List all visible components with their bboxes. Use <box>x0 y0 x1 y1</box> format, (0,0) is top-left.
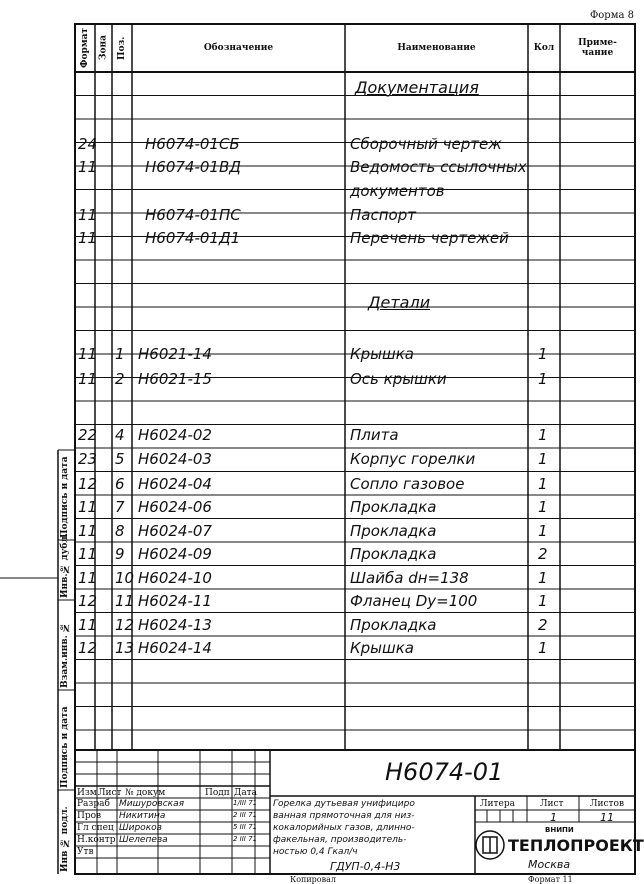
detail-row-format: 22 <box>78 426 98 444</box>
doc-row-designation: Н6074-01ВД <box>145 158 241 176</box>
doc-row-format: 11 <box>78 229 98 247</box>
side-label-sign-date-2: Подпись и дата <box>60 706 70 788</box>
detail-row-pos: 13 <box>115 639 135 657</box>
detail-row-designation: Н6024-02 <box>138 426 212 444</box>
detail-row-qty: 1 <box>538 345 548 363</box>
detail-row-designation: Н6024-06 <box>138 498 212 516</box>
detail-row-qty: 1 <box>538 522 548 540</box>
detail-row-name: Корпус горелки <box>350 450 476 468</box>
detail-row-name: Шайба dн=138 <box>350 569 469 587</box>
doc-row-name: документов <box>350 182 445 200</box>
col-zone-header: Зона <box>98 35 109 61</box>
detail-row-format: 12 <box>78 592 98 610</box>
sheets-value: 11 <box>600 811 614 824</box>
detail-row-pos: 9 <box>115 545 125 563</box>
doc-row-name: Перечень чертежей <box>350 229 509 247</box>
role-date: 2 III 71 <box>233 811 258 819</box>
detail-row-format: 23 <box>78 450 98 468</box>
role-date: 5 III 71 <box>233 823 258 831</box>
detail-row-qty: 2 <box>538 545 548 563</box>
detail-row-designation: Н6024-07 <box>138 522 212 540</box>
description-line: ванная прямоточная для низ- <box>273 811 415 821</box>
section-details: Детали <box>368 293 431 312</box>
col-designation-header: Обозначение <box>203 43 274 53</box>
col-note-header: Приме- чание <box>578 38 617 58</box>
sheet-label: Лист <box>540 799 564 809</box>
detail-row-pos: 11 <box>115 592 135 610</box>
detail-row-designation: Н6024-13 <box>138 616 212 634</box>
col-pos-header: Поз. <box>117 36 127 60</box>
sheets-label: Листов <box>590 799 625 809</box>
detail-row-designation: Н6021-14 <box>138 345 212 363</box>
doc-row-designation: Н6074-01Д1 <box>145 229 241 247</box>
detail-row-name: Прокладка <box>350 498 437 516</box>
col-doc: № докум <box>125 788 166 798</box>
detail-row-qty: 2 <box>538 616 548 634</box>
section-documentation: Документация <box>355 78 479 97</box>
role-label: Утв <box>77 847 94 857</box>
detail-row-pos: 2 <box>115 370 125 388</box>
detail-row-name: Плита <box>350 426 399 444</box>
role-name: Никитина <box>119 811 166 821</box>
doc-row-designation: Н6074-01ПС <box>145 206 241 224</box>
doc-row-format: 11 <box>78 206 98 224</box>
detail-row-designation: Н6024-10 <box>138 569 212 587</box>
org-name: ТЕПЛОПРОЕКТ <box>508 836 644 855</box>
sheet-value: 1 <box>550 811 557 824</box>
detail-row-qty: 1 <box>538 475 548 493</box>
detail-row-name: Прокладка <box>350 616 437 634</box>
city: Москва <box>528 858 571 871</box>
role-name: Мишуровская <box>119 799 185 809</box>
description-line: кокалорийных газов, длинно- <box>273 823 415 833</box>
detail-row-pos: 12 <box>115 616 135 634</box>
detail-row-format: 11 <box>78 545 98 563</box>
doc-row-designation: Н6074-01СБ <box>145 135 240 153</box>
document-number: Н6074-01 <box>385 758 504 786</box>
form-label: Форма 8 <box>589 10 634 21</box>
detail-row-qty: 1 <box>538 498 548 516</box>
col-list: Лист <box>98 788 122 798</box>
detail-row-designation: Н6024-03 <box>138 450 212 468</box>
detail-row-format: 11 <box>78 498 98 516</box>
detail-row-pos: 10 <box>115 569 135 587</box>
side-label-inv-dubl: Инв.№ дубл. <box>60 533 70 598</box>
detail-row-designation: Н6021-15 <box>138 370 212 388</box>
detail-row-name: Крышка <box>350 639 414 657</box>
role-name: Шелепева <box>119 835 168 845</box>
detail-row-format: 11 <box>78 569 98 587</box>
col-name-header: Наименование <box>397 43 476 53</box>
doc-row-name: Ведомость ссылочных <box>350 158 527 176</box>
detail-row-pos: 6 <box>115 475 125 493</box>
detail-row-name: Фланец Dу=100 <box>350 592 478 610</box>
detail-row-format: 12 <box>78 639 98 657</box>
role-label: Разраб <box>77 799 110 809</box>
copied-label: Копировал <box>290 875 336 884</box>
detail-row-format: 11 <box>78 370 98 388</box>
doc-row-format: 11 <box>78 158 98 176</box>
doc-row-name: Паспорт <box>350 206 416 224</box>
description-line: Горелка дутьевая унифициро <box>273 799 415 809</box>
format-footer: Формат 11 <box>528 875 573 884</box>
col-izm: Изм <box>77 788 97 798</box>
detail-row-name: Крышка <box>350 345 414 363</box>
role-label: Пров <box>77 811 102 821</box>
detail-row-name: Ось крышки <box>350 370 447 388</box>
detail-row-pos: 5 <box>115 450 125 468</box>
detail-row-qty: 1 <box>538 639 548 657</box>
doc-row-name: Сборочный чертеж <box>350 135 502 153</box>
detail-row-name: Прокладка <box>350 522 437 540</box>
litera-label: Литера <box>480 799 515 809</box>
side-label-inv-podl: Инв № подл. <box>60 806 70 872</box>
detail-row-qty: 1 <box>538 569 548 587</box>
detail-row-qty: 1 <box>538 450 548 468</box>
col-date: Дата <box>234 788 258 798</box>
detail-row-format: 11 <box>78 616 98 634</box>
role-date: 1/III 71 <box>233 799 258 807</box>
col-format-header: Формат <box>80 27 90 69</box>
detail-row-format: 11 <box>78 522 98 540</box>
side-label-sign-date-1: Подпись и дата <box>60 456 70 538</box>
detail-row-qty: 1 <box>538 592 548 610</box>
description-line: факельная, производитель- <box>273 835 407 845</box>
detail-row-designation: Н6024-04 <box>138 475 212 493</box>
detail-row-format: 11 <box>78 345 98 363</box>
doc-row-format: 24 <box>78 135 98 153</box>
detail-row-name: Прокладка <box>350 545 437 563</box>
role-date: 2 III 71 <box>233 835 258 843</box>
detail-row-designation: Н6024-11 <box>138 592 212 610</box>
org-small: ВНИПИ <box>545 826 574 834</box>
detail-row-pos: 7 <box>115 498 125 516</box>
detail-row-designation: Н6024-09 <box>138 545 212 563</box>
detail-row-qty: 1 <box>538 426 548 444</box>
product-code: ГДУП-0,4-Н3 <box>330 860 401 873</box>
detail-row-name: Сопло газовое <box>350 475 465 493</box>
role-name: Широков <box>119 823 162 833</box>
role-label: Н.контр <box>77 835 116 845</box>
col-qty-header: Кол <box>533 43 555 53</box>
detail-row-designation: Н6024-14 <box>138 639 212 657</box>
detail-row-qty: 1 <box>538 370 548 388</box>
detail-row-pos: 4 <box>115 426 125 444</box>
side-label-vzam-inv: Взам.инв. № <box>60 622 70 688</box>
description-line: ностью 0,4 Гкал/ч <box>273 847 358 857</box>
detail-row-pos: 8 <box>115 522 125 540</box>
role-label: Гл спец <box>77 823 114 833</box>
col-sign: Подп <box>205 788 230 798</box>
detail-row-pos: 1 <box>115 345 125 363</box>
detail-row-format: 12 <box>78 475 98 493</box>
